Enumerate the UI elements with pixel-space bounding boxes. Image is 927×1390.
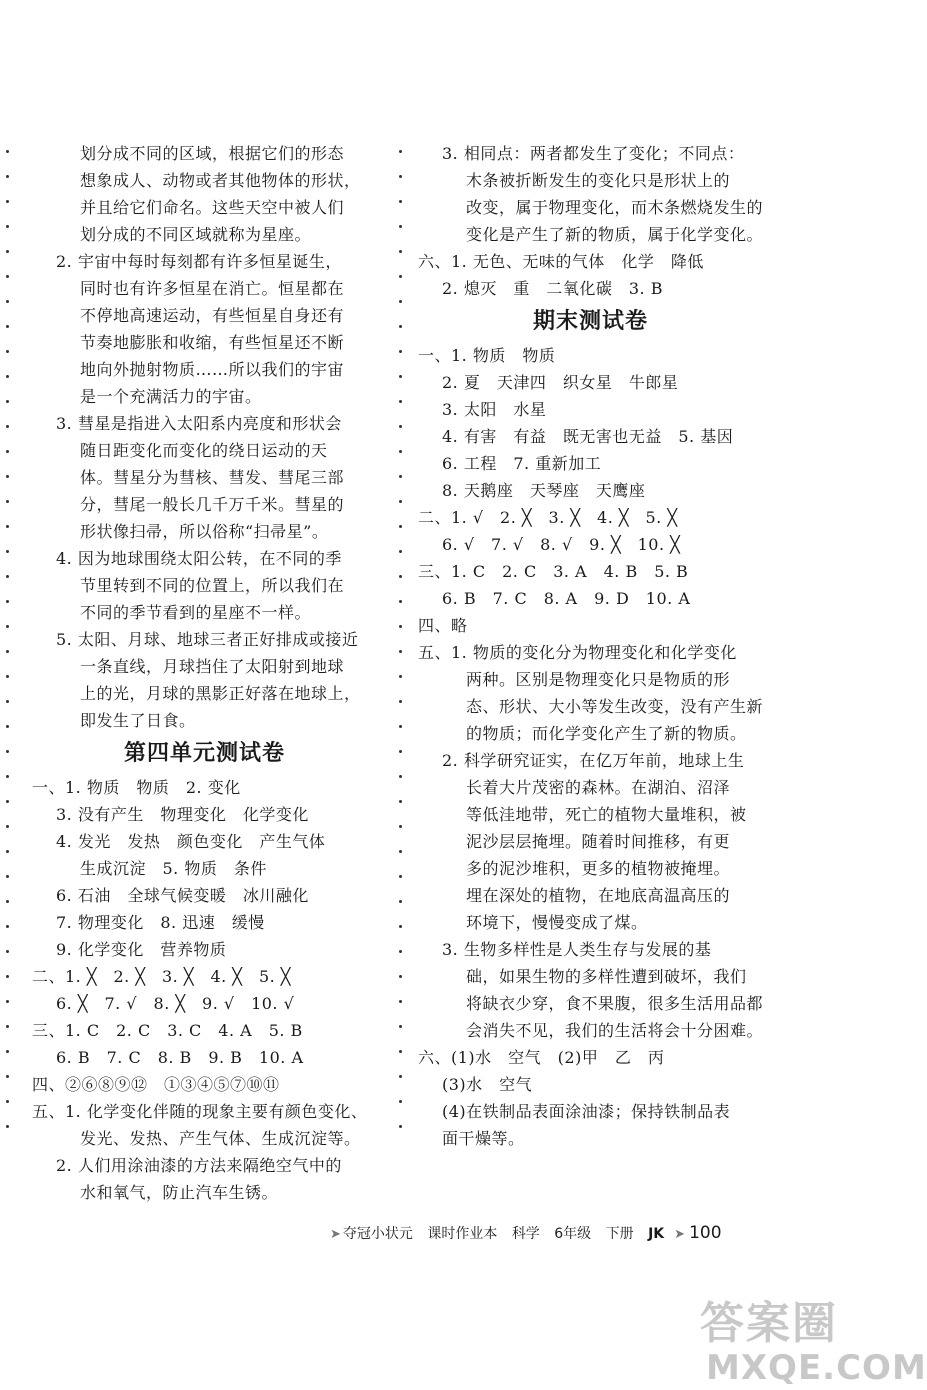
answer-line: 四、②⑥⑧⑨⑫ ①③④⑤⑦⑩⑪ (32, 1075, 280, 1094)
footer-brand: 夺冠小状元 (342, 1226, 413, 1242)
answer-line: 5. 太阳、月球、地球三者正好排成或接近 (56, 630, 359, 649)
answer-line: 变化是产生了新的物质，属于化学变化。 (466, 225, 764, 244)
answer-line: 二、1. √ 2. ╳ 3. ╳ 4. ╳ 5. ╳ (418, 508, 678, 527)
section-title-final-exam: 期末测试卷 (532, 309, 648, 334)
right-column (418, 140, 763, 1152)
answer-line: 节里转到不同的位置上，所以我们在 (80, 576, 345, 595)
answer-line: 不同的季节看到的星座不一样。 (80, 603, 312, 622)
answer-line: 4. 因为地球围绕太阳公转，在不同的季 (56, 549, 342, 568)
answer-line: 9. 化学变化 营养物质 (56, 940, 227, 959)
answer-line: 3. 没有产生 物理变化 化学变化 (56, 805, 309, 824)
answer-line: 会消失不见，我们的生活将会十分困难。 (466, 1021, 764, 1040)
answer-line: 是一个充满活力的宇宙。 (80, 387, 262, 406)
answer-line: 等低洼地带，死亡的植物大量堆积，被 (466, 805, 747, 824)
footer-arrow-icon: ➤ (330, 1227, 341, 1242)
answer-line: 2. 夏 天津四 织女星 牛郎星 (442, 373, 679, 392)
answer-line: 改变，属于物理变化，而木条燃烧发生的 (466, 198, 764, 217)
answer-line: 六、1. 无色、无味的气体 化学 降低 (418, 252, 704, 271)
answer-line: 想象成人、动物或者其他物体的形状， (80, 171, 361, 190)
answer-line: 础，如果生物的多样性遭到破坏，我们 (466, 967, 747, 986)
answer-line: 的物质；而化学变化产生了新的物质。 (466, 724, 747, 743)
answer-line: 3. 彗星是指进入太阳系内亮度和形状会 (56, 414, 342, 433)
footer-edition: JK (648, 1226, 665, 1242)
answer-line: 3. 生物多样性是人类生存与发展的基 (442, 940, 712, 959)
answer-line: 二、1. ╳ 2. ╳ 3. ╳ 4. ╳ 5. ╳ (32, 967, 291, 986)
answer-line: 6. B 7. C 8. A 9. D 10. A (442, 589, 691, 608)
answer-line: 划分成的不同区域就称为星座。 (80, 225, 312, 244)
watermark-text: 答案圈 (700, 1298, 838, 1349)
answer-line: 埋在深处的植物，在地底高温高压的 (466, 886, 731, 905)
answer-line: 上的光，月球的黑影正好落在地球上， (80, 684, 361, 703)
footer-grade: 6年级 (554, 1226, 592, 1242)
answer-line: 6. B 7. C 8. B 9. B 10. A (56, 1048, 304, 1067)
section-title-unit4: 第四单元测试卷 (123, 741, 285, 766)
answer-line: 6. 工程 7. 重新加工 (442, 454, 602, 473)
answer-line: 节奏地膨胀和收缩，有些恒星还不断 (80, 333, 345, 352)
answer-line: 生成沉淀 5. 物质 条件 (80, 859, 267, 878)
answer-line: 将缺衣少穿，食不果腹，很多生活用品都 (466, 994, 764, 1013)
answer-line: 4. 有害 有益 既无害也无益 5. 基因 (442, 427, 734, 446)
answer-line: 两种。区别是物理变化只是物质的形 (466, 670, 731, 689)
answer-line: 六、(1)水 空气 (2)甲 乙 丙 (418, 1048, 665, 1067)
answer-line: 多的泥沙堆积，更多的植物被掩埋。 (466, 859, 731, 878)
answer-line: 2. 科学研究证实，在亿万年前，地球上生 (442, 751, 745, 770)
answer-line: 即发生了日食。 (80, 711, 196, 730)
watermark-url: MXQE.COM (706, 1348, 927, 1388)
page-footer (330, 1223, 732, 1243)
answer-line: 面干燥等。 (442, 1129, 525, 1148)
answer-line: 三、1. C 2. C 3. C 4. A 5. B (32, 1021, 303, 1040)
left-column (32, 140, 377, 1206)
answer-line: 3. 相同点：两者都发生了变化；不同点： (442, 144, 745, 163)
answer-line: 水和氧气，防止汽车生锈。 (80, 1183, 279, 1202)
answer-line: 不停地高速运动，有些恒星自身还有 (80, 306, 345, 325)
answer-line: 6. ╳ 7. √ 8. ╳ 9. √ 10. √ (56, 994, 295, 1013)
answer-line: 6. 石油 全球气候变暖 冰川融化 (56, 886, 309, 905)
footer-arrow-icon: ➤ (674, 1227, 686, 1242)
answer-line: (4)在铁制品表面涂油漆；保持铁制品表 (442, 1102, 731, 1121)
answer-line: 五、1. 物质的变化分为物理变化和化学变化 (418, 643, 737, 662)
answer-line: 6. √ 7. √ 8. √ 9. ╳ 10. ╳ (442, 535, 681, 554)
answer-line: (3)水 空气 (442, 1075, 533, 1094)
answer-line: 同时也有许多恒星在消亡。恒星都在 (80, 279, 345, 298)
answer-line: 发光、发热、产生气体、生成沉淀等。 (80, 1129, 361, 1148)
footer-book: 课时作业本 (427, 1226, 498, 1242)
answer-line: 2. 人们用涂油漆的方法来隔绝空气中的 (56, 1156, 342, 1175)
answer-line: 一、1. 物质 物质 (418, 346, 556, 365)
answer-line: 分，彗尾一般长几千万千米。彗星的 (80, 495, 345, 514)
footer-volume: 下册 (605, 1226, 634, 1242)
answer-line: 4. 发光 发热 颜色变化 产生气体 (56, 832, 326, 851)
answer-line: 8. 天鹅座 天琴座 天鹰座 (442, 481, 646, 500)
answer-line: 四、略 (418, 616, 468, 635)
answer-line: 环境下，慢慢变成了煤。 (466, 913, 648, 932)
answer-line: 并且给它们命名。这些天空中被人们 (80, 198, 345, 217)
answer-line: 五、1. 化学变化伴随的现象主要有颜色变化、 (32, 1102, 368, 1121)
answer-line: 三、1. C 2. C 3. A 4. B 5. B (418, 562, 689, 581)
answer-line: 7. 物理变化 8. 迅速 缓慢 (56, 913, 265, 932)
answer-line: 体。彗星分为彗核、彗发、彗尾三部 (80, 468, 345, 487)
answer-line: 一、1. 物质 物质 2. 变化 (32, 778, 241, 797)
page-number: 100 (689, 1223, 722, 1243)
answer-line: 随日距变化而变化的绕日运动的天 (80, 441, 328, 460)
answer-line: 长着大片茂密的森林。在湖泊、沼泽 (466, 778, 731, 797)
left-margin-dots (6, 150, 10, 1200)
watermark (700, 1300, 927, 1388)
answer-line: 态、形状、大小等发生改变，没有产生新 (466, 697, 764, 716)
answer-line: 泥沙层层掩埋。随着时间推移，有更 (466, 832, 731, 851)
answer-line: 2. 熄灭 重 二氧化碳 3. B (442, 279, 663, 298)
center-divider-dots (399, 150, 403, 1200)
answer-line: 3. 太阳 水星 (442, 400, 547, 419)
answer-line: 划分成不同的区域，根据它们的形态 (80, 144, 345, 163)
answer-line: 形状像扫帚，所以俗称“扫帚星”。 (80, 522, 329, 541)
footer-subject: 科学 (511, 1226, 540, 1242)
answer-line: 2. 宇宙中每时每刻都有许多恒星诞生， (56, 252, 342, 271)
answer-line: 一条直线，月球挡住了太阳射到地球 (80, 657, 345, 676)
answer-line: 木条被折断发生的变化只是形状上的 (466, 171, 731, 190)
answer-line: 地向外抛射物质……所以我们的宇宙 (80, 360, 345, 379)
